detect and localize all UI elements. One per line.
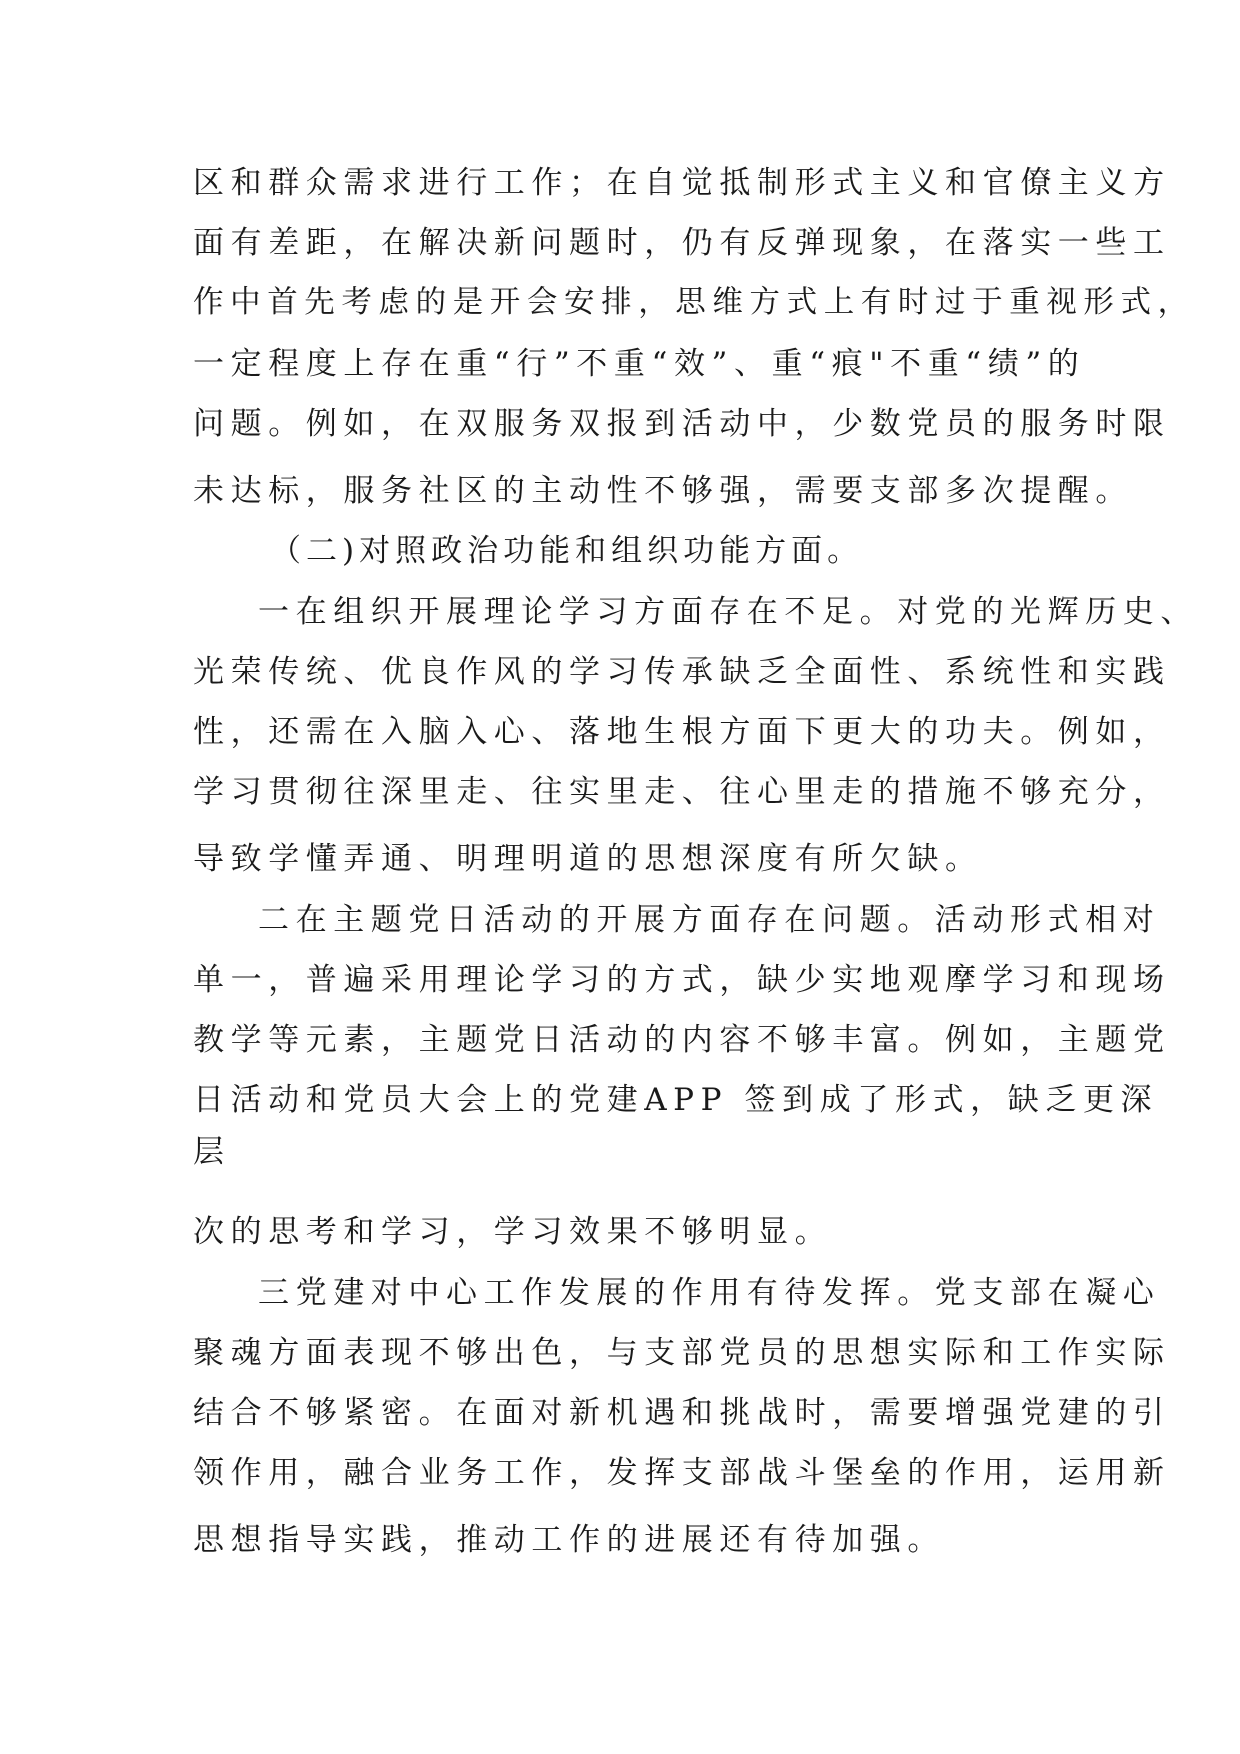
text-line: 领作用，融合业务工作，发挥支部战斗堡垒的作用，运用新 [193,1455,1171,1491]
text-line: 学习贯彻往深里走、往实里走、往心里走的措施不够充分， [193,774,1171,810]
text-line: 作中首先考虑的是开会安排，思维方式上有时过于重视形式， [193,285,1195,320]
text-line: 区和群众需求进行工作；在自觉抵制形式主义和官僚主义方 [193,165,1171,201]
text-line: 日活动和党员大会上的党建APP 签到成了形式，缺乏更深 [193,1082,1159,1118]
text-line: 教学等元素，主题党日活动的内容不够丰富。例如，主题党 [193,1022,1171,1058]
section-heading: （二)对照政治功能和组织功能方面。 [270,533,864,569]
paragraph-first-line: 三党建对中心工作发展的作用有待发挥。党支部在凝心 [258,1275,1161,1311]
text-line: 未达标，服务社区的主动性不够强，需要支部多次提醒。 [193,473,1133,509]
text-line: 性，还需在入脑入心、落地生根方面下更大的功夫。例如， [193,714,1171,750]
text-line: 光荣传统、优良作风的学习传承缺乏全面性、系统性和实践 [193,654,1171,690]
text-line: 思想指导实践，推动工作的进展还有待加强。 [193,1522,945,1558]
text-line: 面有差距，在解决新问题时，仍有反弹现象，在落实一些工 [193,225,1171,261]
text-line: 导致学懂弄通、明理明道的思想深度有所欠缺。 [193,841,983,877]
paragraph-first-line: 二在主题党日活动的开展方面存在问题。活动形式相对 [258,902,1161,938]
text-line: 问题。例如，在双服务双报到活动中，少数党员的服务时限 [193,406,1171,442]
text-line: 单一，普遍采用理论学习的方式，缺少实地观摩学习和现场 [193,962,1171,998]
text-line: 层 [193,1134,231,1170]
text-line: 次的思考和学习，学习效果不够明显。 [193,1214,833,1250]
text-line: 聚魂方面表现不够出色，与支部党员的思想实际和工作实际 [193,1335,1171,1371]
text-line: 一定程度上存在重“行”不重“效”、重“痕"不重“绩”的 [193,346,1086,382]
paragraph-first-line: 一在组织开展理论学习方面存在不足。对党的光辉历史、 [258,594,1198,630]
text-line: 结合不够紧密。在面对新机遇和挑战时，需要增强党建的引 [193,1395,1171,1431]
